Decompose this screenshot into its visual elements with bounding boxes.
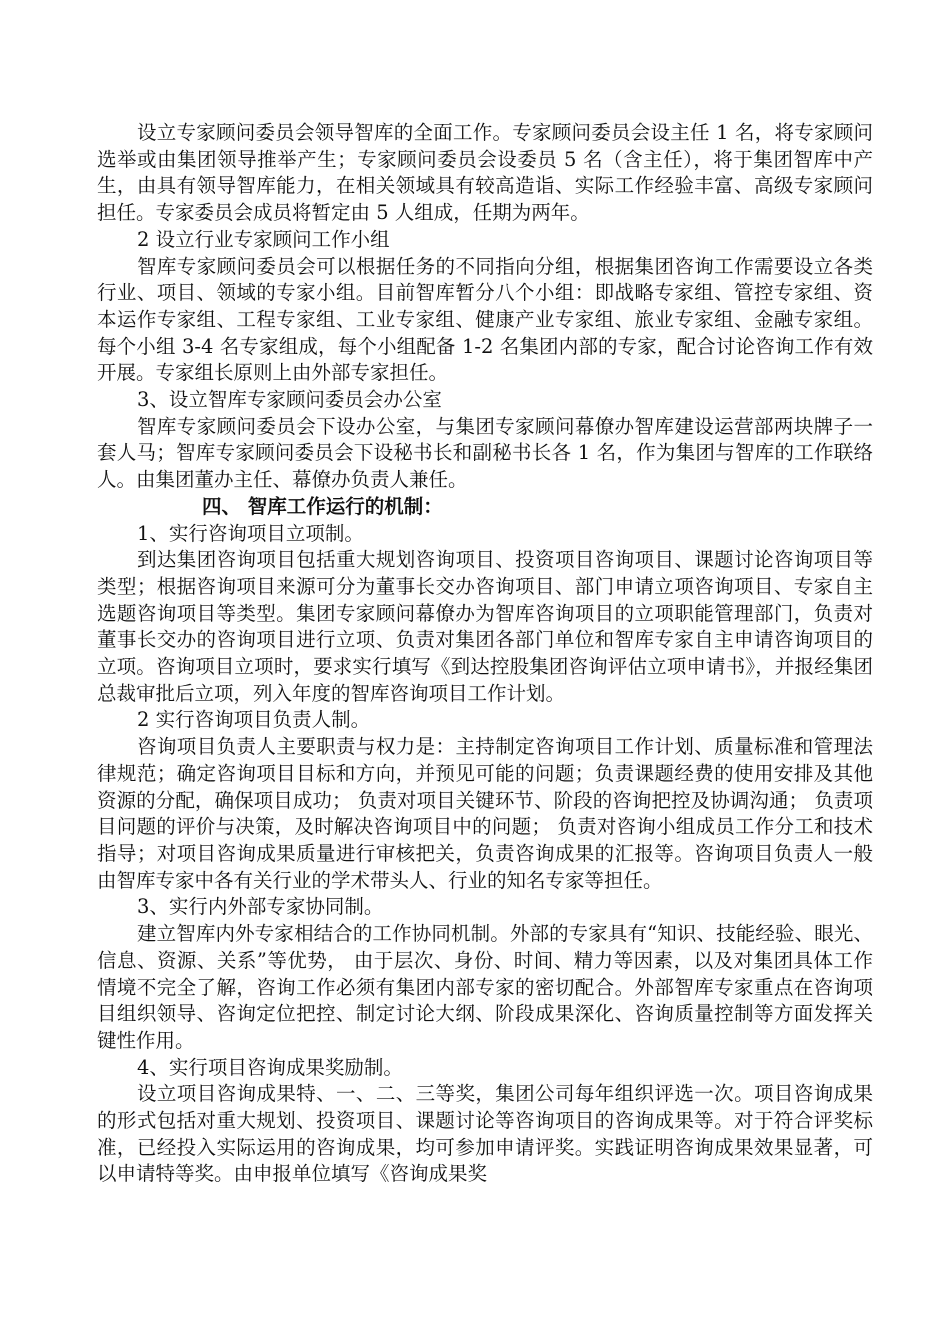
body-paragraph: 设立项目咨询成果特、一、二、三等奖，集团公司每年组织评选一次。项目咨询成果的形式包括对重大规划、投资项目、课题讨论等咨询项目的咨询成果等。对于符合评奖标准，已经投入实际运用的咨询成果，均可参加申请评奖。实践证明咨询成果效果显著，可以申请特等奖。由申报单位填写《咨询成果奖 bbox=[97, 1082, 873, 1186]
body-paragraph: 到达集团咨询项目包括重大规划咨询项目、投资项目咨询项目、课题讨论咨询项目等类型；根据咨询项目来源可分为董事长交办咨询项目、部门申请立项咨询项目、专家自主选题咨询项目等类型。集团专家顾问幕僚办为智库咨询项目的立项职能管理部门，负责对董事长交办的咨询项目进行立项、负责对集团各部门单位和智库专家自主申请咨询项目的立项。咨询项目立项时，要求实行填写《到达控股集团咨询评估立项申请书》，并报经集团总裁审批后立项，列入年度的智库咨询项目工作计划。 bbox=[97, 548, 873, 705]
body-paragraph: 咨询项目负责人主要职责与权力是：主持制定咨询项目工作计划、质量标准和管理法律规范；确定咨询项目目标和方向，并预见可能的问题；负责课题经费的使用安排及其他资源的分配，确保项目成功； 负责对项目关键环节、阶段的咨询把控及协调沟通； 负责项目问题的评价与决策，及时解决咨询项目中的问题； 负责对咨询小组成员工作分工和技术指导；对项目咨询成果质量进行审核把关，负责咨询成果的汇报等。咨询项目负责人一般由智库专家中各有关行业的学术带头人、行业的知名专家等担任。 bbox=[97, 735, 873, 892]
section-subheading: 2 实行咨询项目负责人制。 bbox=[137, 708, 371, 732]
section-subheading: 2 设立行业专家顾问工作小组 bbox=[137, 227, 390, 251]
document-page bbox=[97, 120, 873, 1188]
section-subheading: 3、设立智库专家顾问委员会办公室 bbox=[137, 388, 442, 412]
section-subheading: 1、实行咨询项目立项制。 bbox=[137, 521, 364, 545]
section-heading: 四、 智库工作运行的机制： bbox=[202, 494, 443, 518]
body-paragraph: 智库专家顾问委员会可以根据任务的不同指向分组，根据集团咨询工作需要设立各类行业、项目、领域的专家小组。目前智库暂分八个小组：即战略专家组、管控专家组、资本运作专家组、工程专家组、工业专家组、健康产业专家组、旅业专家组、金融专家组。每个小组 3-4 名专家组成，每个小组配备 1-2 名集团内部的专家，配合讨论咨询工作有效开展。专家组长原则上由外部专家担任。 bbox=[97, 254, 873, 385]
section-subheading: 3、实行内外部专家协同制。 bbox=[137, 895, 384, 919]
body-paragraph: 设立专家顾问委员会领导智库的全面工作。专家顾问委员会设主任 1 名，将专家顾问选举或由集团领导推举产生；专家顾问委员会设委员 5 名（含主任），将于集团智库中产生，由具有领导智库能力，在相关领域具有较高造诣、实际工作经验丰富、高级专家顾问担任。专家委员会成员将暂定由 5 人组成，任期为两年。 bbox=[97, 121, 873, 225]
body-paragraph: 建立智库内外专家相结合的工作协同机制。外部的专家具有“知识、技能经验、眼光、信息、资源、关系”等优势， 由于层次、身份、时间、精力等因素，以及对集团具体工作情境不完全了解，咨询工作必须有集团内部专家的密切配合。外部智库专家重点在咨询项目组织领导、咨询定位把控、制定讨论大纲、阶段成果深化、咨询质量控制等方面发挥关键性作用。 bbox=[97, 922, 873, 1052]
body-paragraph: 智库专家顾问委员会下设办公室，与集团专家顾问幕僚办智库建设运营部两块牌子一套人马；智库专家顾问委员会下设秘书长和副秘书长各 1 名，作为集团与智库的工作联络人。由集团董办主任、幕僚办负责人兼任。 bbox=[97, 414, 873, 492]
section-subheading: 4、实行项目咨询成果奖励制。 bbox=[137, 1055, 403, 1079]
